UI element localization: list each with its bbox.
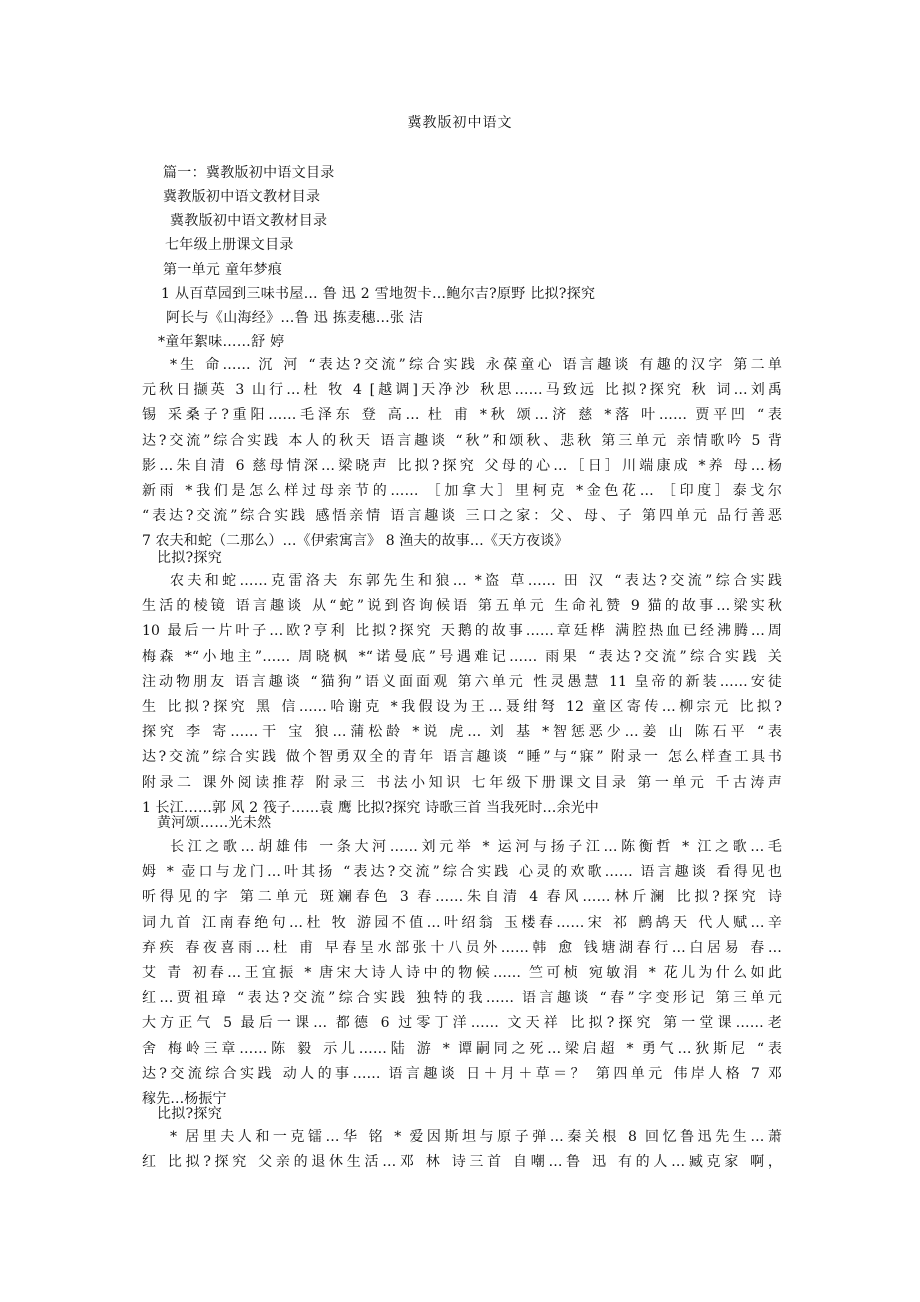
paragraph-2-line: 10 最后一片叶子…欧?亨利 比拟?探究 天鹅的故事……章廷桦 满腔热血已经沸腾…周 — [142, 623, 782, 640]
paragraph-2-line: 达?交流”综合实践 做个智勇双全的青年 语言趣谈 “睡”与“寐” 附录一 怎么样查工具书 — [142, 749, 782, 766]
paragraph-4-line: * 居里夫人和一克镭…华 铭 * 爱因斯坦与原子弹…秦关根 8 回忆鲁迅先生…萧 — [170, 1129, 782, 1145]
paragraph-3-line: 舍 梅岭三章……陈 毅 示儿……陆 游 * 谭嗣同之死…梁启超 * 勇气…狄斯尼 “表 — [142, 1040, 782, 1057]
paragraph-1-line: 元秋日撷英 3 山行…杜 牧 4 [越调]天净沙 秋思……马致远 比拟?探究 秋 词…刘禹 — [142, 382, 782, 399]
paragraph-3-line: 大方正气 5 最后一课… 都德 6 过零丁洋…… 文天祥 比拟?探究 第一堂课……老 — [142, 1015, 782, 1032]
header-line-3: 冀教版初中语文教材目录 — [170, 213, 328, 229]
header-line-8: *童年絮味……舒 婷 — [158, 334, 285, 350]
paragraph-4 — [142, 1125, 782, 1175]
paragraph-3-line: 稼先…杨振宁 — [142, 1091, 227, 1108]
paragraph-3-line: 姆 * 壶口与龙门…叶其扬 “表达?交流”综合实践 心灵的欢歌…… 语言趣谈 看得见也 — [142, 864, 782, 881]
paragraph-2-line: 生 比拟?探究 黑 信……哈谢克 *我假设为王…聂绀弩 12 童区寄传…柳宗元 比拟? — [142, 699, 782, 716]
paragraph-2-line: 1 长江……郭 风 2 筏子……袁 鹰 比拟?探究 诗歌三首 当我死时…余光中 — [142, 799, 599, 816]
header-line-7: 阿长与《山海经》…鲁 迅 拣麦穗…张 洁 — [166, 310, 424, 326]
paragraph-1-line: 达?交流”综合实践 本人的秋天 语言趣谈 “秋”和颂秋、悲秋 第三单元 亲情歌吟 5 背 — [142, 432, 782, 449]
paragraph-1-line: “表达?交流”综合实践 感悟亲情 语言趣谈 三口之家：父、母、子 第四单元 品行善恶 — [142, 508, 782, 525]
section-label-2: 黄河颂……光未然 — [157, 815, 272, 831]
paragraph-4-line: 红 比拟?探究 父亲的退休生活…邓 林 诗三首 自嘲…鲁 迅 有的人…臧克家 啊， — [142, 1154, 782, 1171]
paragraph-2-line: 梅森 *“小地主”…… 周晓枫 *“诺曼底”号遇难记…… 雨果 “表达?交流”综合实践 关 — [142, 648, 782, 665]
header-line-1: 篇一：冀教版初中语文目录 — [163, 165, 335, 181]
paragraph-2-line: 附录二 课外阅读推荐 附录三 书法小知识 七年级下册课文目录 第一单元 千古涛声 — [142, 774, 782, 791]
paragraph-1 — [142, 353, 782, 555]
paragraph-1-line: 影…朱自清 6 慈母情深…梁晓声 比拟?探究 父母的心…［日］川端康成 *养 母…杨 — [142, 457, 782, 474]
paragraph-2 — [142, 569, 782, 821]
paragraph-2-line: 注动物朋友 语言趣谈 “猫狗”语义面面观 第六单元 性灵愚慧 11 皇帝的新装……安徒 — [142, 673, 782, 690]
header-line-6: 1 从百草园到三味书屋… 鲁 迅 2 雪地贺卡…鲍尔吉?原野 比拟?探究 — [161, 286, 596, 302]
paragraph-3-line: 听得见的字 第二单元 斑斓春色 3 春……朱自清 4 春风……林斤澜 比拟?探究 诗 — [142, 889, 782, 906]
paragraph-2-line: 探究 李 寄……干 宝 狼…蒲松龄 *说 虎… 刘 基 *智惩恶少…姜 山 陈石平 “表 — [142, 724, 782, 741]
paragraph-1-line: 7 农夫和蛇（二那么）…《伊索寓言》 8 渔夫的故事…《天方夜谈》 — [142, 533, 569, 550]
paragraph-3-line: 弃疾 春夜喜雨…杜 甫 早春呈水部张十八员外……韩 愈 钱塘湖春行…白居易 春… — [142, 939, 782, 956]
header-line-4: 七年级上册课文目录 — [165, 237, 294, 253]
paragraph-3-line: 长江之歌…胡雄伟 一条大河……刘元举 * 运河与扬子江…陈衡哲 * 江之歌…毛 — [170, 839, 782, 855]
header-line-2: 冀教版初中语文教材目录 — [163, 189, 321, 205]
header-line-5: 第一单元 童年梦痕 — [163, 262, 283, 278]
paragraph-3-line: 红…贾祖璋 “表达?交流”综合实践 独特的我…… 语言趣谈 “春”字变形记 第三单元 — [142, 990, 782, 1007]
paragraph-3-line: 词九首 江南春绝句…杜 牧 游园不值…叶绍翁 玉楼春……宋 祁 鹧鸪天 代人赋…辛 — [142, 914, 782, 931]
paragraph-1-line: 新雨 *我们是怎么样过母亲节的…… ［加拿大］里柯克 *金色花… ［印度］泰戈尔 — [142, 483, 782, 500]
paragraph-3 — [142, 835, 782, 1112]
document-title: 冀教版初中语文 — [407, 115, 513, 131]
paragraph-3-line: 达?交流综合实践 动人的事…… 语言趣谈 日＋月＋草＝？ 第四单元 伟岸人格 7 邓 — [142, 1065, 782, 1082]
section-label-3: 比拟?探究 — [157, 1106, 223, 1122]
section-label-1: 比拟?探究 — [157, 550, 223, 566]
paragraph-3-line: 艾 青 初春…王宜振 * 唐宋大诗人诗中的物候…… 竺可桢 宛敏涓 * 花儿为什么如此 — [142, 965, 782, 982]
paragraph-1-line: 锡 采桑子?重阳……毛泽东 登 高… 杜 甫 *秋 颂…济 慈 *落 叶…… 贾平凹 “表 — [142, 407, 782, 424]
paragraph-2-line: 生活的棱镜 语言趣谈 从“蛇”说到咨询候语 第五单元 生命礼赞 9 猫的故事…梁实秋 — [142, 598, 782, 615]
paragraph-1-line: *生 命…… 沉 河 “表达?交流”综合实践 永葆童心 语言趣谈 有趣的汉字 第二单 — [170, 357, 782, 373]
paragraph-2-line: 农夫和蛇……克雷洛夫 东郭先生和狼… *盗 草…… 田 汉 “表达?交流”综合实践 — [170, 573, 782, 589]
